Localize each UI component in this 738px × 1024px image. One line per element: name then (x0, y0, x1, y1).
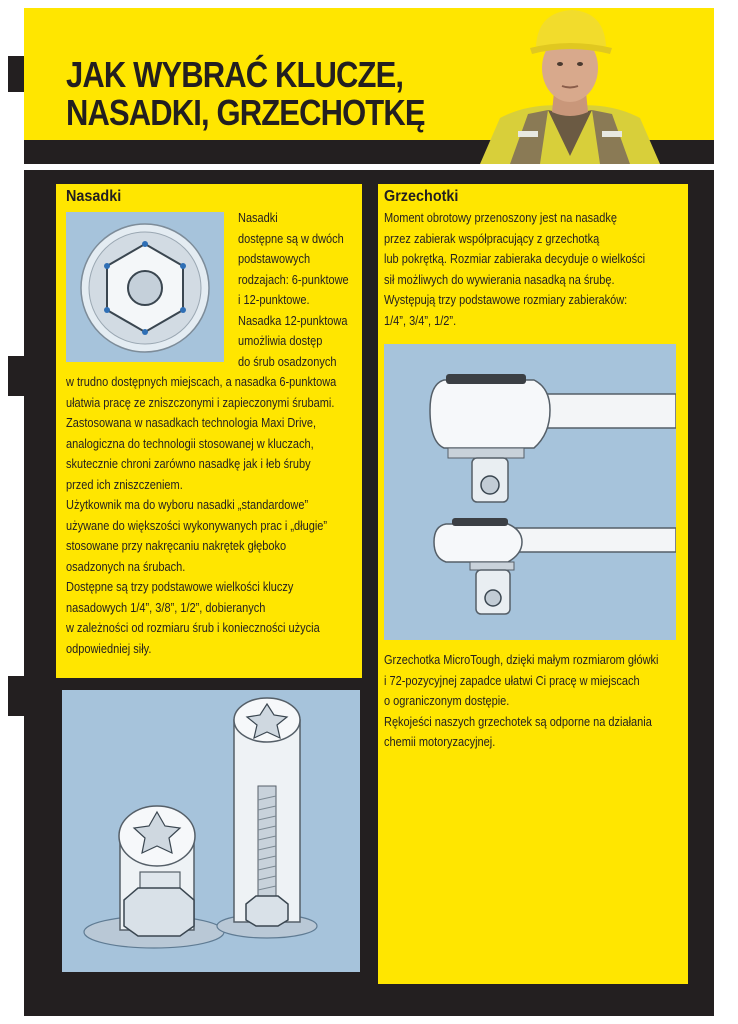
nasadki-side-text (238, 208, 349, 372)
grzechotki-heading: Grzechotki (384, 188, 459, 205)
text-line: w trudno dostępnych miejscach, a nasadka 6-punktowa (66, 375, 337, 389)
edge-mark (8, 356, 24, 396)
title-line-2: NASADKI, GRZECHOTKĘ (66, 92, 425, 133)
text-line: odpowiedniej siły. (66, 641, 152, 656)
socket-face-illustration (66, 212, 224, 362)
text-line: przed ich zniszczeniem. (66, 477, 183, 492)
text-line: Rękojeści naszych grzechotek są odporne na działania (384, 714, 652, 729)
worker-photo (470, 6, 670, 164)
socket-bolt-illustration (62, 690, 360, 972)
nasadki-body-text (66, 372, 336, 659)
text-line: o ograniczonym dostępie. (384, 694, 510, 708)
text-line: Moment obrotowy przenoszony jest na nasadkę (384, 211, 617, 225)
text-line: Użytkownik ma do wyboru nasadki „standardowe” (66, 498, 309, 512)
text-line: Grzechotka MicroTough, dzięki małym rozmiarom główki (384, 653, 659, 667)
text-line: Dostępne są trzy podstawowe wielkości kluczy (66, 580, 294, 594)
text-line: skutecznie chroni zarówno nasadkę jak i łeb śruby (66, 457, 311, 471)
text-line: ułatwia pracę ze zniszczonymi i zapieczonymi śrubami. (66, 395, 335, 410)
socket-bolt-icon (62, 690, 360, 972)
text-line: w zależności od rozmiaru śrub i konieczności użycia (66, 621, 320, 635)
grzechotki-outro-text (384, 650, 658, 753)
text-line: używane do większości wykonywanych prac i „długie” (66, 518, 328, 533)
text-line: podstawowych (238, 252, 311, 266)
text-line: Zastosowana w nasadkach technologia Maxi Drive, (66, 416, 317, 430)
text-line: i 72-pozycyjnej zapadce ułatwi Ci pracę w miejscach (384, 673, 640, 688)
text-line: chemii motoryzacyjnej. (384, 735, 496, 749)
text-line: sił możliwych do wywierania nasadką na śrubę. (384, 272, 615, 287)
grzechotki-intro-text (384, 208, 645, 331)
socket-face-icon (66, 212, 224, 362)
text-line: osadzonych na śrubach. (66, 559, 186, 574)
text-line: rodzajach: 6-punktowe (238, 272, 349, 287)
page-title (66, 56, 425, 132)
title-line-1: JAK WYBRAĆ KLUCZE, (66, 54, 404, 95)
text-line: dostępne są w dwóch (238, 231, 344, 246)
ratchet-icon (384, 344, 676, 640)
edge-mark (8, 676, 24, 716)
text-line: nasadowych 1/4”, 3/8”, 1/2”, dobieranych (66, 600, 266, 615)
nasadki-heading: Nasadki (66, 188, 122, 205)
text-line: stosowane przy nakręcaniu nakrętek głęboko (66, 539, 287, 553)
text-line: lub pokrętką. Rozmiar zabieraka decyduje o wielkości (384, 252, 646, 266)
text-line: do śrub osadzonych (238, 354, 337, 369)
edge-mark (8, 56, 24, 92)
text-line: 1/4”, 3/4”, 1/2”. (384, 313, 457, 328)
text-line: Występują trzy podstawowe rozmiary zabieraków: (384, 293, 628, 307)
text-line: umożliwia dostęp (238, 334, 323, 348)
text-line: przez zabierak współpracujący z grzechotką (384, 231, 600, 246)
text-line: analogiczna do technologii stosowanej w kluczach, (66, 436, 314, 451)
ratchet-illustration (384, 344, 676, 640)
text-line: i 12-punktowe. (238, 293, 310, 307)
text-line: Nasadka 12-punktowa (238, 313, 348, 328)
text-line: Nasadki (238, 211, 278, 225)
